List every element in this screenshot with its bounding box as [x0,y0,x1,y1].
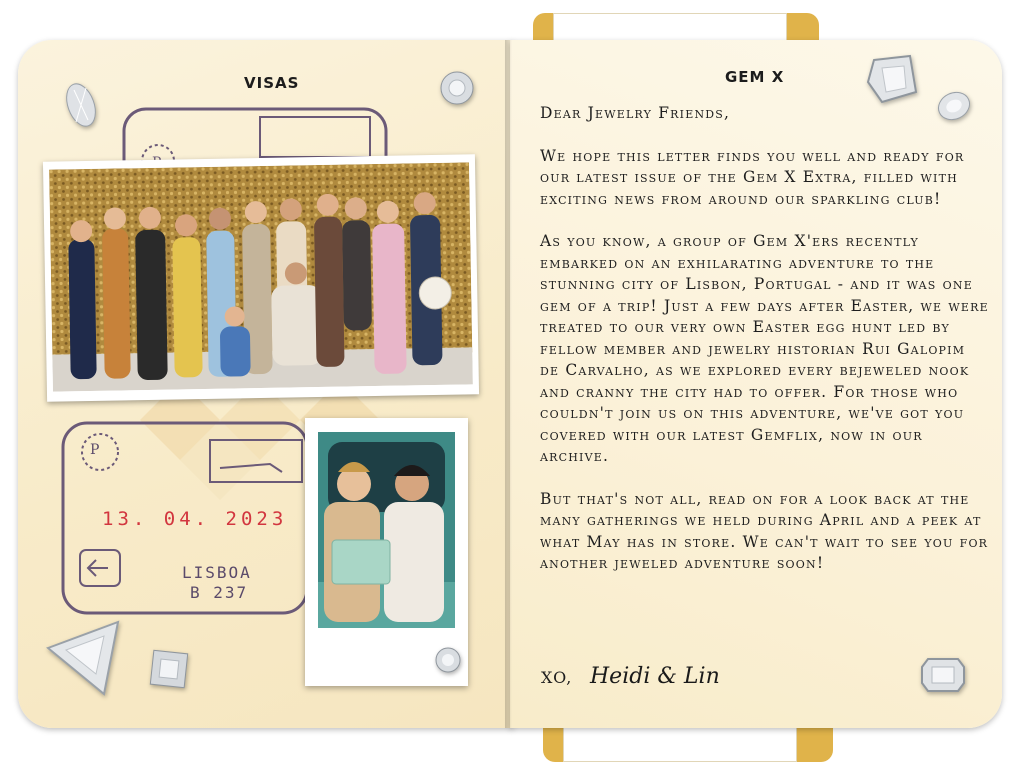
letter-paragraph-1: We hope this letter finds you well and ready for our latest issue of the Gem X Extra, filled with exciting news from around our sparkling club! [540,146,965,208]
passport-spine [505,40,515,728]
visas-title: VISAS [244,74,300,92]
emerald-cut-gem-icon [920,655,966,695]
marquise-gem-icon [64,80,98,130]
stamp-city: LISBOA [182,563,252,582]
cushion-gem-icon [864,52,920,106]
letter-signoff: XO, [541,668,573,687]
stamp-code: B 237 [190,583,249,602]
gem-x-title: GEM X [725,68,785,86]
letter-paragraph-3: But that's not all, read on for a look back at the many gatherings we held during April and a peek at what May has in store. We can't wait to see you for another jeweled adventure soon! [540,489,989,572]
letter-signature: Heidi & Lin [590,664,720,689]
oval-gem-icon [934,88,974,124]
stamp-mark: P [90,442,102,458]
group-photo-icon [49,162,473,391]
letter-greeting: Dear Jewelry Friends, [540,104,731,122]
round-gem-icon [438,70,476,106]
letter-body [540,103,990,596]
passport-tab-bottom-card [563,722,797,762]
trillion-gem-icon [44,618,124,698]
duo-photo-icon [318,432,455,628]
letter-paragraph-2: As you know, a group of Gem X'ers recently embarked on an exhilarating adventure to the stunning city of Lisbon, Portugal - and it was one gem of a trip! Just a few days after Easter, we were treated to our very own Easter egg hunt led by fellow member and jewelry historian Rui Galopim de Carvalho, as we explored every bejeweled nook and cranny the city had to offer. For those who couldn't join us on this adventure, we've got you covered with our latest Gemflix, now in our archive. [540,232,989,465]
small-round-gem-icon [433,645,463,675]
princess-gem-icon [146,646,192,692]
stamp-date: 13. 04. 2023 [102,508,288,530]
group-photo [43,154,479,402]
